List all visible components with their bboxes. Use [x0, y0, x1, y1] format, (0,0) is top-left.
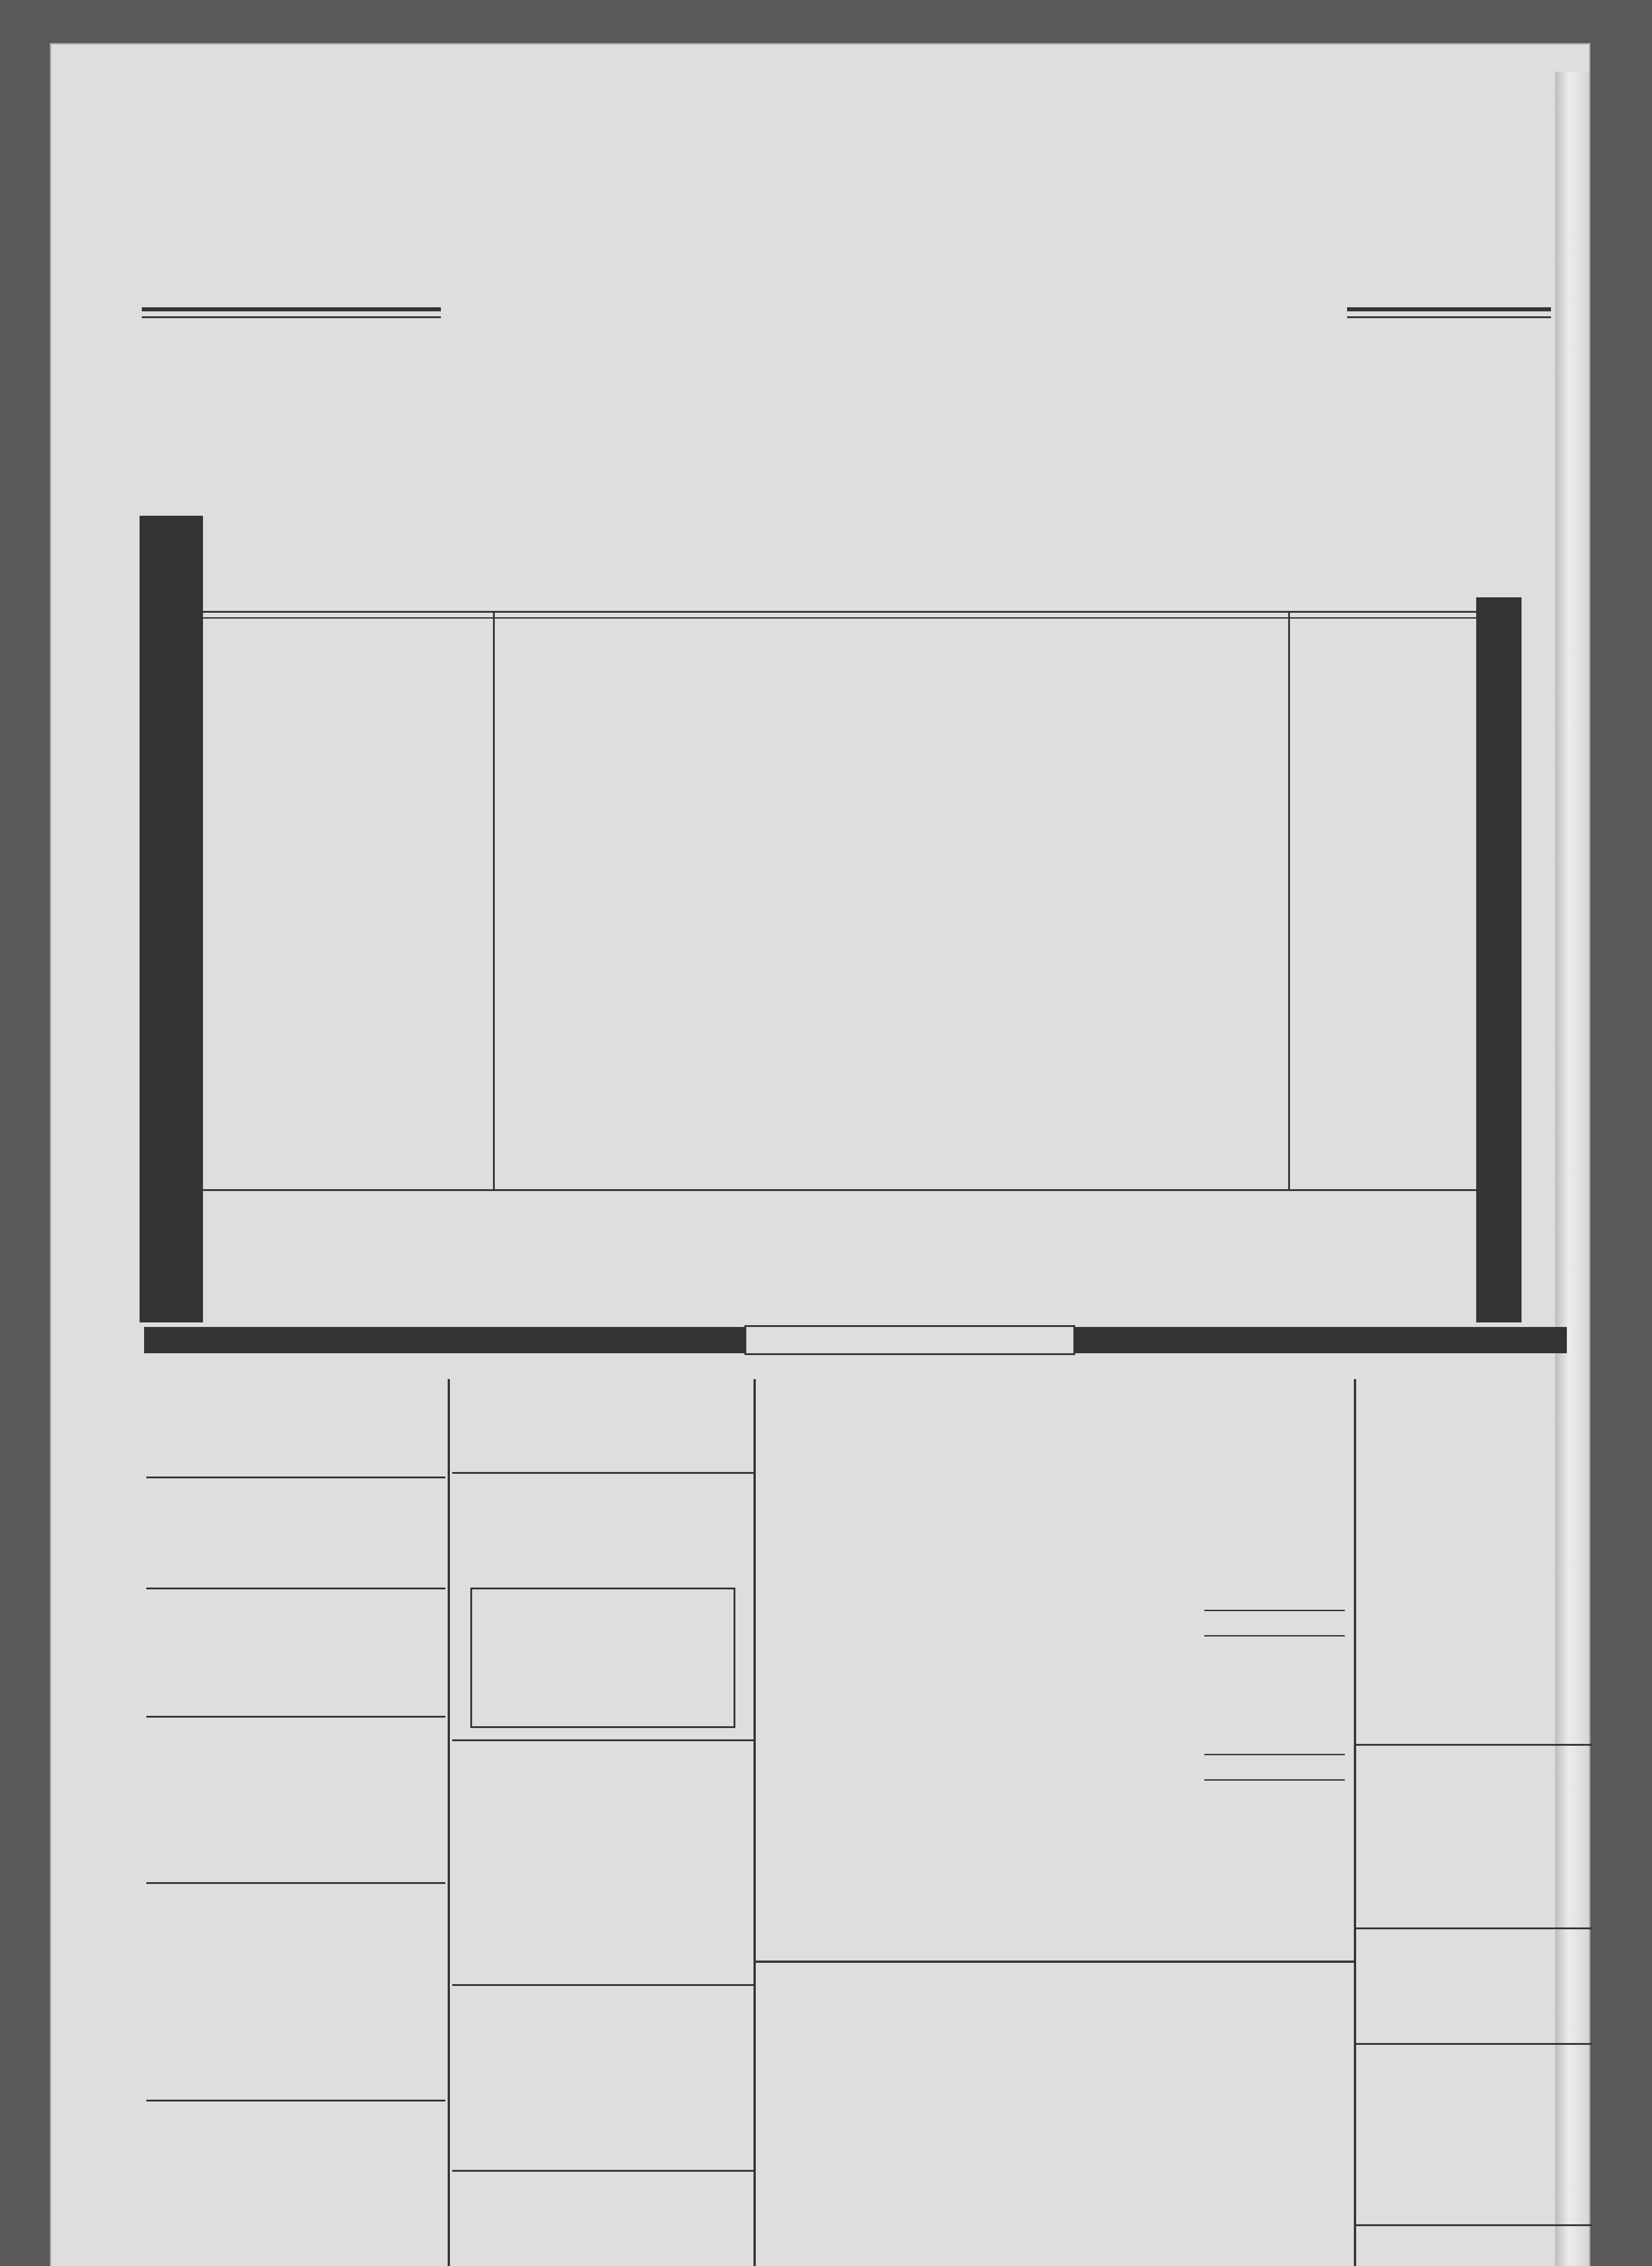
page-binding-edge	[1555, 72, 1589, 2266]
kokos-box	[470, 1588, 735, 1728]
coupon-label	[203, 1107, 253, 1128]
firm-city	[744, 1325, 1075, 1355]
newspaper-page	[50, 43, 1590, 2266]
offer-table	[189, 611, 1481, 1191]
